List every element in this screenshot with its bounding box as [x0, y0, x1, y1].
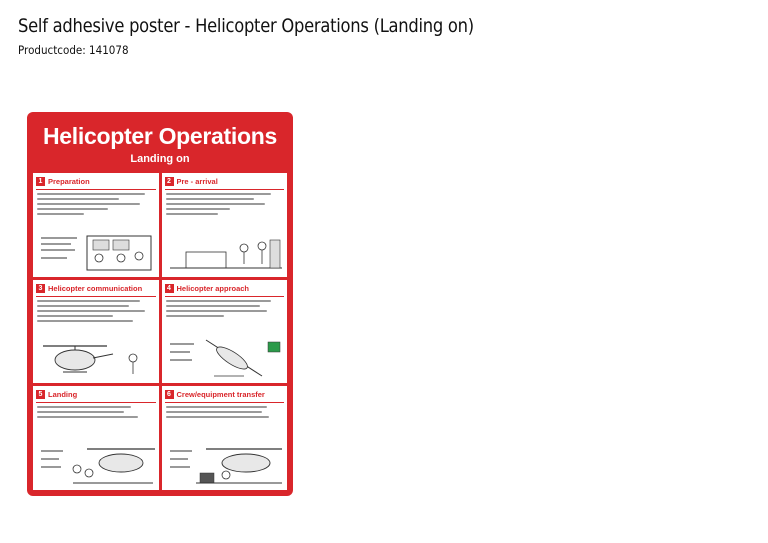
poster-subtitle: Landing on — [130, 153, 190, 165]
product-code: Productcode: 141078 — [18, 43, 129, 57]
panel-number: 4 — [165, 284, 174, 293]
panel-number: 2 — [165, 177, 174, 186]
panel-number: 1 — [36, 177, 45, 186]
poster-panel-helicopter-approach — [162, 280, 288, 384]
crew-briefing-illustration — [37, 230, 157, 274]
poster-frame — [30, 115, 290, 493]
panel-text-block — [37, 406, 155, 418]
panel-header — [36, 283, 156, 294]
panel-number: 3 — [36, 284, 45, 293]
poster-image — [27, 112, 293, 496]
approach-diagram-illustration — [166, 336, 286, 380]
poster-panel-grid — [33, 173, 287, 490]
panel-text-block — [166, 300, 284, 317]
poster-title: Helicopter Operations — [43, 123, 277, 149]
panel-header — [165, 283, 285, 294]
panel-title: Helicopter approach — [176, 283, 250, 293]
panel-text-block — [37, 193, 155, 215]
panel-title: Landing — [48, 390, 78, 400]
panel-number: 6 — [165, 390, 174, 399]
panel-divider — [165, 402, 285, 403]
poster-panel-preparation — [33, 173, 159, 277]
panel-title: Preparation — [48, 177, 90, 186]
landing-crew-illustration — [37, 443, 157, 487]
panel-text-block — [166, 406, 284, 418]
panel-divider — [165, 296, 285, 297]
poster-header — [30, 115, 290, 172]
panel-divider — [36, 189, 156, 190]
transfer-illustration — [166, 443, 286, 487]
poster-panel-helicopter-communication — [33, 280, 159, 384]
panel-text-block — [37, 300, 155, 322]
panel-text-block — [166, 193, 284, 215]
panel-divider — [36, 296, 156, 297]
panel-header — [165, 389, 285, 400]
helicopter-illustration — [37, 336, 157, 380]
poster-panel-crew-equipment-transfer — [162, 386, 288, 490]
panel-divider — [165, 189, 285, 190]
panel-title: Crew/equipment transfer — [176, 390, 265, 400]
helideck-crew-illustration — [166, 230, 286, 274]
panel-header — [36, 176, 156, 187]
page-title: Self adhesive poster - Helicopter Operations (Landing on) — [18, 15, 474, 37]
panel-title: Helicopter communication — [48, 283, 143, 293]
poster-panel-pre-arrival — [162, 173, 288, 277]
panel-header — [165, 176, 285, 187]
panel-header — [36, 389, 156, 400]
panel-title: Pre - arrival — [176, 177, 218, 186]
poster-panel-landing — [33, 386, 159, 490]
panel-divider — [36, 402, 156, 403]
panel-number: 5 — [36, 390, 45, 399]
